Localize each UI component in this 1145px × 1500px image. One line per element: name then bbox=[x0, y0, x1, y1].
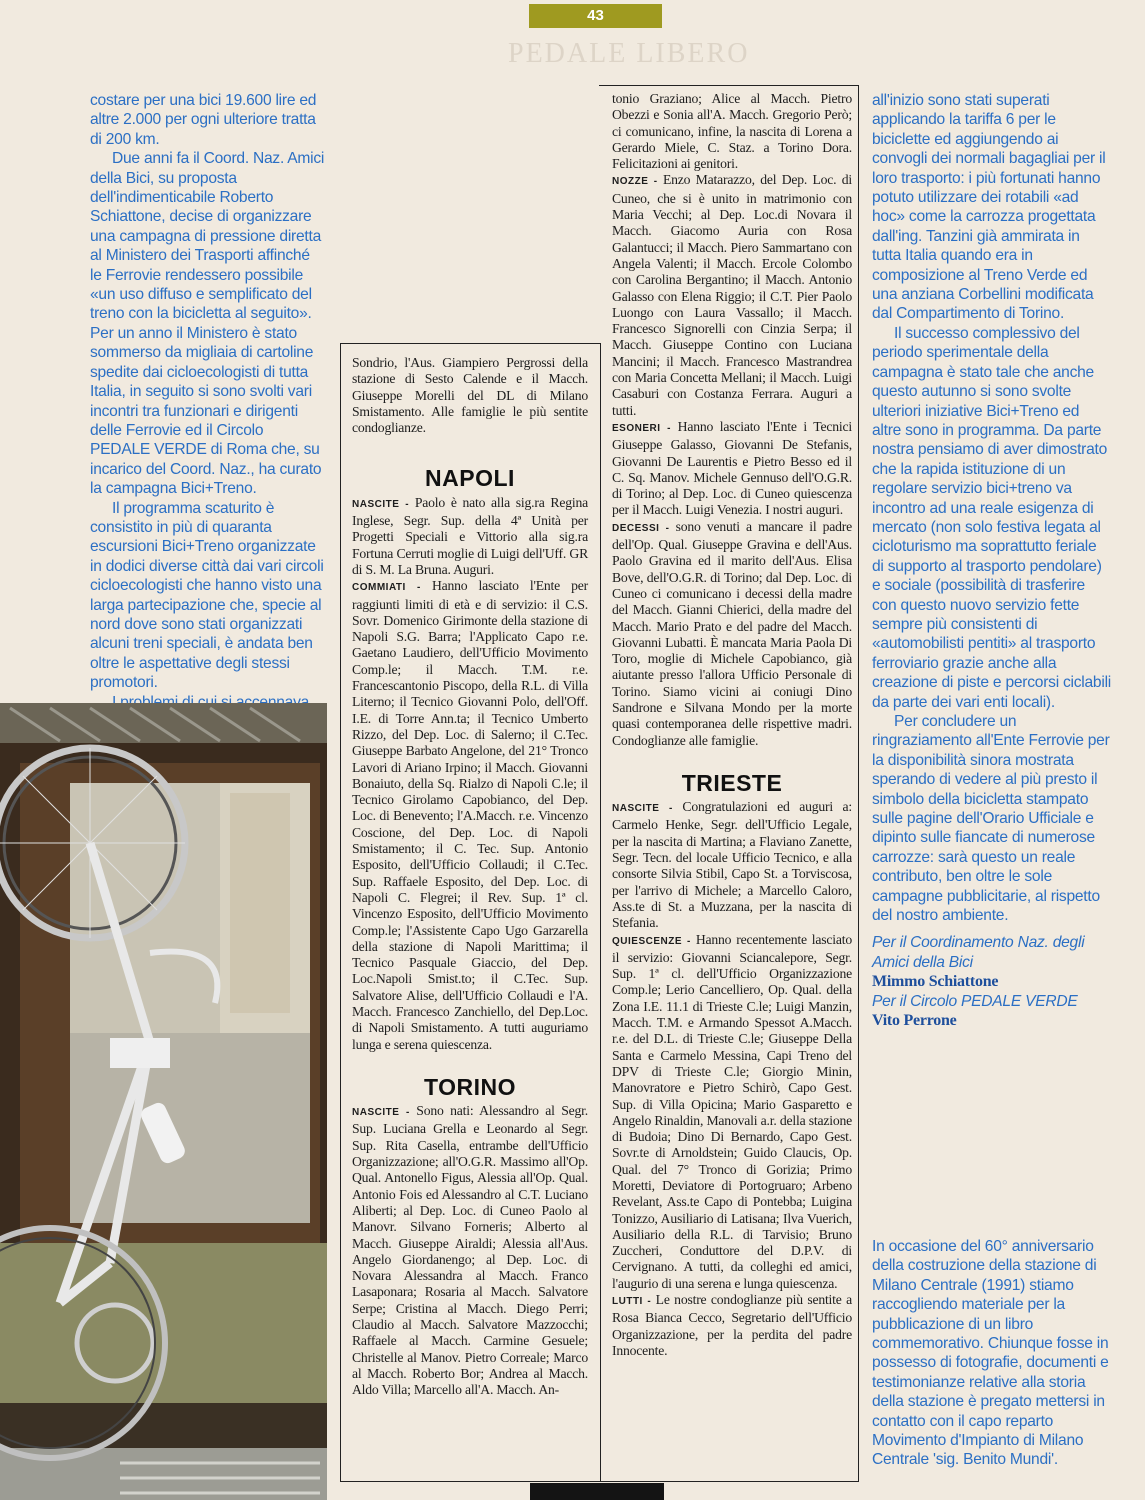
section-title-trieste: TRIESTE bbox=[681, 769, 783, 796]
news-intro: Sondrio, l'Aus. Giampiero Pergrossi della stazione di Sesto Calende e il Macch. Giuseppe Morelli del DL di Milano Smistamento. Alle famiglie le più sentite condoglianze. bbox=[352, 355, 588, 436]
entry-label: NOZZE - bbox=[612, 176, 658, 188]
note-text: In occasione del 60° anniversario della costruzione della stazione di Milano Centrale (1991) stiamo raccogliendo materiale per la pubblicazione di un libro commemorativo. Chiunque fosse in possesso di fotografie, documenti e testimonianze relative alla storia della stazione è pregato mettersi in contatto con il capo reparto Movimento d'Impianto di Milano Centrale 'sig. Benito Mundi'. bbox=[872, 1238, 1109, 1469]
entry-text: Hanno lasciato l'Ente i Tecnici Giuseppe Galasso, Giovanni De Stefanis, Giovanni De Laurentis e Pietro Besso ed il C. Sq. Manov. Michele Gennuso dell'O.G.R. di Torino; al Dep. Loc. di Cuneo quiescenza per il Macch. Luigi Venezia. I nostri auguri. bbox=[612, 418, 852, 518]
entry-label: NASCITE - bbox=[352, 1107, 410, 1119]
entry-text: Sono nati: Alessandro al Segr. Sup. Luciana Grella e Leonardo al Segr. Sup. Rita Casella, entrambe dell'Ufficio Organizzazione; all'O.G.R. Massimo all'Op. Qual. Antonello Figus, Alessia all'Op. Qual. Antonio Fois ed Alessandro al C.T. Luciano Aliberti; al Dep. Loc. di Cuneo Paolo al Manovr. Silvano Forneris; Alberto al Macch. Giuseppe Airaldi; Alessia all'Aus. Angelo Giordanengo; al Dep. Loc. di Novara Alessandra al Macch. Franco Lasaponara; Rosaria al Macch. Salvatore Serpe; Cristina al Macch. Diego Perri; Claudio al Macch. Salvatore Mazzocchi; Raffaele al Macch. Carmine Gesuele; Christelle al Manov. Pietro Correale; Marco al Macch. Roberto Bor; Andrea al Macch. Aldo Villa; Marcello all'A. Macch. An- bbox=[352, 1103, 588, 1398]
header-ghost-title: PEDALE LIBERO bbox=[508, 38, 750, 69]
paragraph: all'inizio sono stati superati applicando la tariffa 6 per le biciclette ed aggiungendo ai convogli dei normali bagagliai per il loro trasporto: i più fortunati hanno potuto utilizzare dei rotabili «ad hoc» come la carrozza progettata dall'ing. Tanzini già ammirata in tutta Italia quando era in composizione al Treno Verde ed una anziana Corbellini modificata dal Compartimento di Torino. bbox=[872, 92, 1106, 323]
paragraph: Per concludere un ringraziamento all'Ente Ferrovie per la disponibilità sinora mostrata sperando di vedere al più presto il simbolo della bicicletta stampato sulle pagine dell'Orario Ufficiale e dipinto sulle fiancate di numerose carrozze: sarà questo un reale contributo, ben oltre le sole campagne pubblicitarie, al rispetto del nostro ambiente. bbox=[872, 713, 1110, 925]
entry-label: NASCITE - bbox=[612, 803, 673, 815]
entry-text: Paolo è nato alla sig.ra Regina Inglese, Segr. Sup. della 4ª Unità per Progetti Speciali e Vittorio alla sig.ra Fortuna Cerruti moglie di Luigi dell'Uff. GR di S. M. La Bruna. Auguri. bbox=[352, 494, 588, 577]
paragraph: costare per una bici 19.600 lire ed altre 2.000 per ogni ulteriore tratta di 200 km. bbox=[90, 92, 317, 148]
news-entry bbox=[612, 932, 852, 1293]
page-number: 43 bbox=[529, 4, 662, 28]
entry-text: Congratulazioni ed auguri a: Carmelo Henke, Segr. dell'Ufficio Legale, per la nascita di Martina; a Flaviano Zanette, Segr. Tecn. del locale Ufficio Tecnico, e alla consorte Silvia Stibil, Capo St. a Torviscosa, per l'arrivo di Michele; a Marcello Caloro, Ass.te di St. a Muzzana, per la nascita di Stefania. bbox=[612, 799, 852, 931]
news-entry bbox=[612, 519, 852, 749]
section-title-torino: TORINO bbox=[423, 1073, 517, 1100]
paragraph: Il successo complessivo del periodo sperimentale della campagna è stato tale che anche questo autunno si sono svolte ulteriori iniziative Bici+Treno ed altre sono in programma. Da parte nostra pensiamo di aver dimostrato che la rapida istituzione di un regolare servizio bici+treno va incontro ad una reale esigenza di mercato (non solo festiva legata al cicloturismo ma soprattutto feriale di supporto al trasporto pendolare) e sociale (possibilità di trasferire con questo nuovo servizio fette sempre più consistenti di «automobilisti pentiti» al trasporto ferroviario grazie anche alla creazione di piste e percorsi ciclabili da parte dei vari enti locali). bbox=[872, 324, 1111, 711]
signature-name: Vito Perrone bbox=[872, 1012, 957, 1030]
entry-text: Hanno recentemente lasciato il servizio: Giovanni Sciancalepore, Segr. Sup. 1ª cl. dell'Ufficio Organizzazione Comp.le; Lerio Cancelliero, Op. Qual. della Zona I.E. 11.1 di Trieste C.le; Luigi Manzin, Macch. T.M. e Armando Spessot A.Macch. r.e. del D.L. di Trieste C.le; Giuseppe Della Santa e Carmelo Messina, Capi Treno del DPV di Trieste C.le; Giorgio Minin, Manovratore e Pietro Schirò, Capo Gest. Sup. di Villa Opicina; Mario Gasparetto e Angelo Rinaldin, Manovali a.r. della stazione di Budoia; Dino Di Bernardo, Capo Gest. Sovr.te di Arnoldstein; Guido Claucis, Op. Qual. del 7° Tronco di Gorizia; Primo Moretti, Deviatore di Portogruaro; Arbeno Revelant, Ass.te Capo di Pontebba; Luigina Tonizzo, Ausiliario di Latisana; Ilva Vuerich, Ausiliario della R.L. di Tarvisio; Bruno Zuccheri, Conduttore del D.P.V. di Cervignano. A tutti, da colleghi ed amici, l'augurio di una serena e lunga quiescenza. bbox=[612, 931, 852, 1291]
news-column-a bbox=[352, 355, 588, 1399]
signature-line: Per il Coordinamento Naz. degli Amici della Bici bbox=[872, 934, 1085, 971]
entry-text: Enzo Matarazzo, del Dep. Loc. di Cuneo, che si è unito in matrimonio con Maria Vecchi; al Dep. Loc.di Novara il Macch. Giacomo Auria con Rosa Galantucci; il Macch. Piero Sammartano con Angela Valenti; il Macch. Ercole Colombo con Carolina Bergantino; il Macch. Antonio Galasso con Elena Riggio; il C.T. Pier Paolo Luongo con Laura Vassallo; il Macch. Francesco Signorelli con Cinzia Serpa; il Macch. Giuseppe Contino con Luciana Mancini; il Macch. Francesco Mastrandrea con Maria Concetta Mellani; il Macch. Luigi Casaburi con Costanza Ferrara. Auguri a tutti. bbox=[612, 172, 852, 418]
signature-line: Per il Circolo PEDALE VERDE bbox=[872, 992, 1078, 1010]
entry-text: Hanno lasciato l'Ente per raggiunti limiti di età e di servizio: il C.S. Sovr. Domenico Girimonte della stazione di Napoli S.G. Barra; l'Applicato Capo r.e. Gaetano Laudiero, dell'Ufficio Movimento Comp.le; il Macch. T.M. r.e. Francescantonio Piscopo, della R.L. di Villa Literno; il Tecnico Giovanni Polo, dell'Off. I.E. di Torre Ann.ta; il Tecnico Umberto Rizzo, del Dep. Loc. di Salerno; il C.Tec. Giuseppe Barbato Angelone, del 21° Tronco Lavori di Ariano Irpino; il Macch. Giovanni Bonaiuto, della Sq. Rialzo di Napoli C.le; il Tecnico Girolamo Capobianco, del Dep. Loc. di Benevento; l'A.Macch. r.e. Vincenzo Coscione, del Dep. Loc. di Napoli Smistamento; il C. Tec. Sup. Antonio Esposito, dell'Ufficio Collaudi; il C.Tec. Sup. Raffaele Esposito, del Dep. Loc. di Napoli C. Flegrei; il Rev. Sup. 1ª cl. Vincenzo Esposito, dell'Ufficio Movimento Comp.le; l'Assistente Capo Ugo Garzarella della stazione di Napoli Marittima; il Tecnico Pasquale Giaccio, del Dep. Loc.Napoli Smist.to; il C.Tec. Sup. Salvatore Alise, dell'Ufficio Collaudi e l'A. Macch. Francesco Zanchiello, del Dep.Loc. di Napoli Smistamento. A tutti auguriamo lunga e serena quiescenza. bbox=[352, 578, 588, 1052]
entry-label: DECESSI - bbox=[612, 522, 670, 534]
left-article-column bbox=[90, 91, 325, 712]
entry-label: NASCITE - bbox=[352, 498, 410, 510]
entry-label: COMMIATI - bbox=[352, 582, 421, 594]
news-entry bbox=[352, 1103, 588, 1398]
news-entry bbox=[612, 1292, 852, 1359]
entry-label: QUIESCENZE - bbox=[612, 935, 691, 947]
anniversary-note bbox=[872, 1237, 1112, 1470]
news-column-b bbox=[612, 91, 852, 1359]
entry-text: Le nostre condoglianze più sentite a Rosa Bianca Cecco, Segretario dell'Ufficio Organizzazione, per la perdita del padre Innocente. bbox=[612, 1292, 852, 1358]
signature-name: Mimmo Schiattone bbox=[872, 973, 999, 991]
news-entry bbox=[352, 578, 588, 1053]
bicycle-train-photo bbox=[0, 703, 327, 1500]
paragraph: Il programma scaturito è consistito in più di quaranta escursioni Bici+Treno organizzate in dodici diverse città dai vari circoli cicloecologisti che hanno visto una larga partecipazione che, specie al nord dove sono stati organizzati alcuni treni speciali, è andata ben oltre le aspettative degli stessi promotori. bbox=[90, 499, 324, 692]
bicycle-illustration bbox=[0, 703, 327, 1500]
right-article-column bbox=[872, 91, 1112, 1031]
entry-label: ESONERI - bbox=[612, 422, 672, 434]
entry-text: sono venuti a mancare il padre dell'Op. Qual. Giuseppe Gravina e dell'Aus. Paolo Gravina ed il marito dell'Aus. Elisa Bove, dell'O.G.R. di Torino; dal Dep. Loc. di Cuneo ci comunicano i decessi della madre del Macch. Gianni Chierici, della madre del Macch. Mario Prato e del padre del Macch. Giovanni Lubatti. È mancata Maria Paola Di Toro, moglie di Michele Capobianco, già aiutante presso l'allora Ufficio Personale di Torino. Siamo vicini ai coniugi Dino Sandrone e Silvana Mondo per la morte quasi contemporanea delle rispettive madri. Condoglianze alle famiglie. bbox=[612, 518, 852, 748]
section-title-napoli: NAPOLI bbox=[425, 465, 515, 492]
news-entry bbox=[352, 495, 588, 578]
news-entry bbox=[612, 799, 852, 931]
news-entry bbox=[612, 419, 852, 519]
entry-label: LUTTI - bbox=[612, 1296, 652, 1308]
bottom-bar bbox=[530, 1483, 664, 1500]
signature-block bbox=[872, 933, 1112, 1030]
news-entry: tonio Graziano; Alice al Macch. Pietro Obezzi e Sonia all'A. Macch. Gregorio Però; ci comunicano, infine, la nascita di Lorena a Gerardo Miele, C. Staz. a Torino Dora. Felicitazioni ai genitori. bbox=[612, 91, 852, 172]
paragraph: Due anni fa il Coord. Naz. Amici della Bici, su proposta dell'indimenticabile Roberto Schiattone, decise di organizzare una campagna di pressione diretta al Ministero dei Trasporti affinché le Ferrovie rendessero possibile «un uso diffuso e semplificato del treno con la bicicletta al seguito». Per un anno il Ministero è stato sommerso da migliaia di cartoline spedite dai cicloecologisti di tutta Italia, in seguito si sono svolti vari incontri tra funzionari e dirigenti delle Ferrovie ed il Circolo PEDALE VERDE di Roma che, su incarico del Coord. Naz., ha curato la campagna Bici+Treno. bbox=[90, 150, 325, 498]
news-entry bbox=[612, 172, 852, 418]
